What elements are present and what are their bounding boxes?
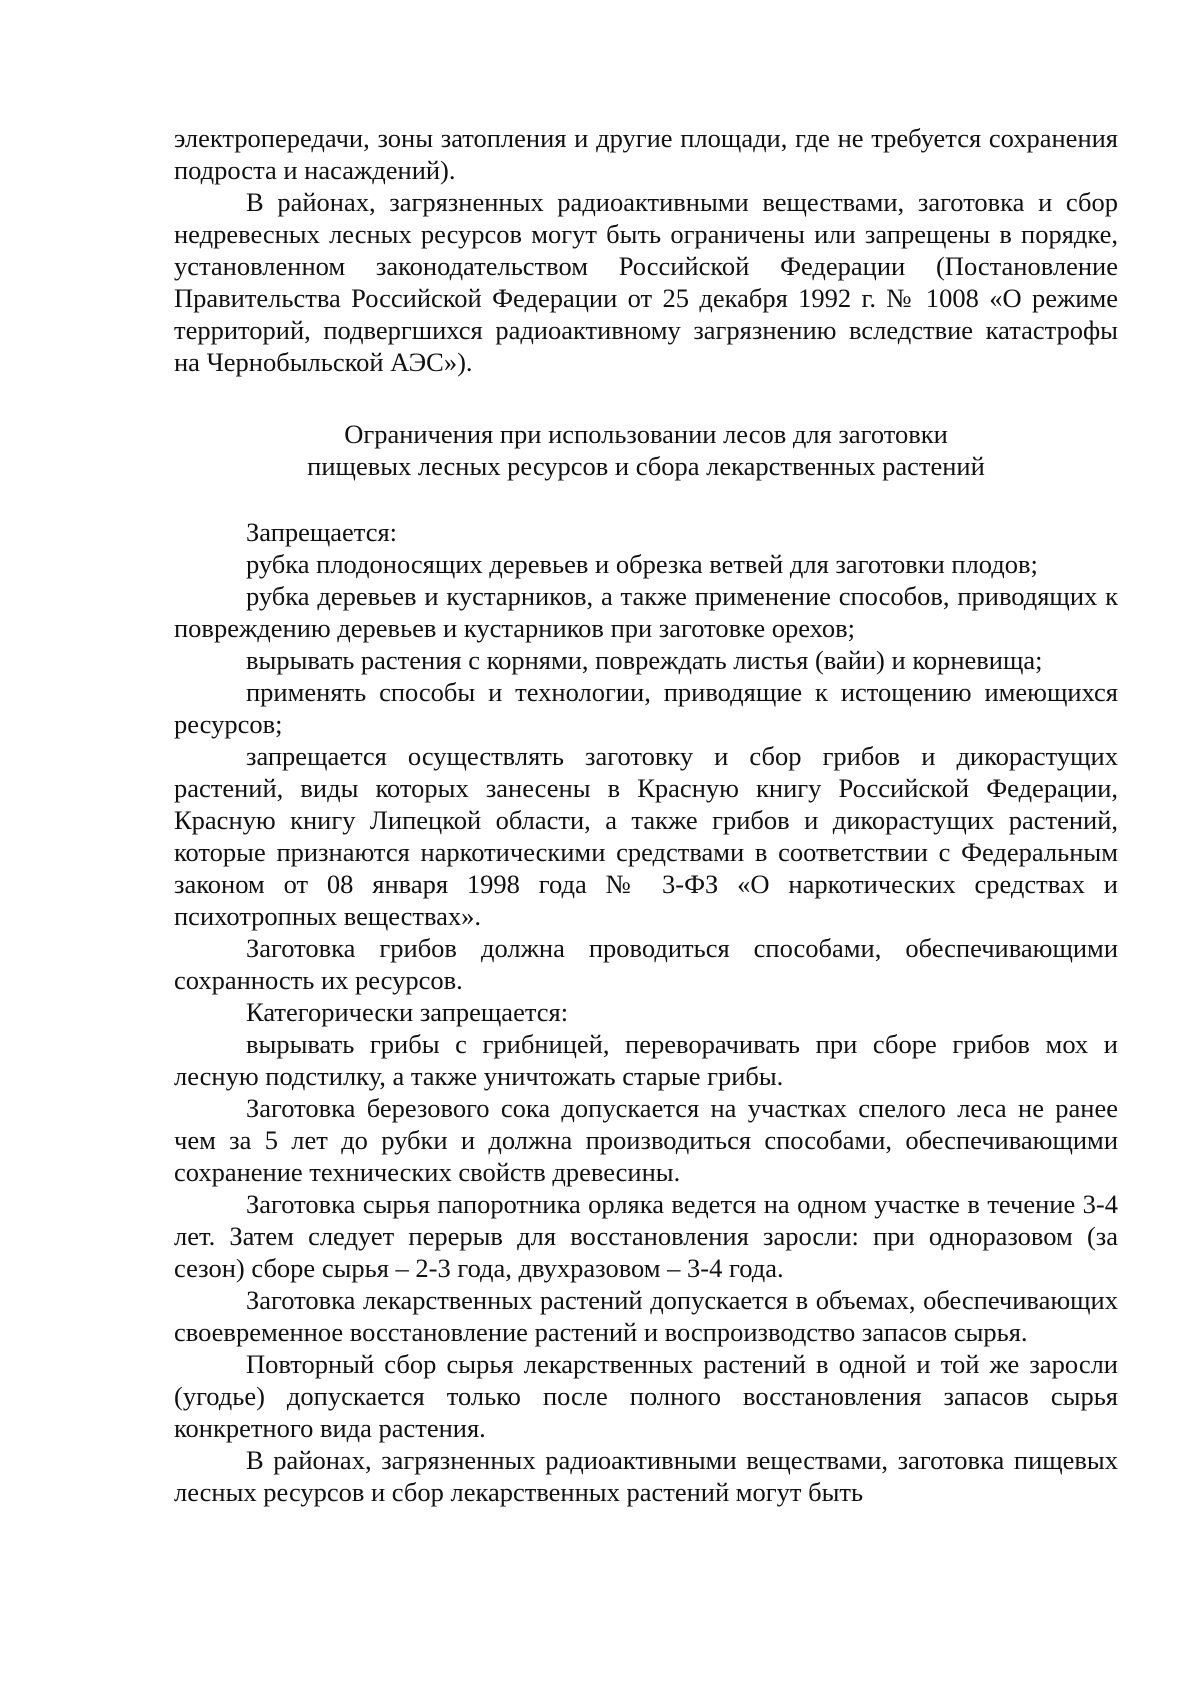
paragraph-radioactive-nontimber: В районах, загрязненных радиоактивными веществами, заготовка и сбор недревесных лесных ресурсов могут быть ограничены или запрещены в порядке, установленном законодательством Российской Федерации (Постановление Правительства Российской Федерации от 25 декабря 1992 г. № 1008 «О режиме территорий, подвергшихся радиоактивному загрязнению вследствие катастрофы на Чернобыльской АЭС»). xyxy=(174,187,1118,377)
paragraph-red-book: запрещается осуществлять заготовку и сбор грибов и дикорастущих растений, виды которых занесены в Красную книгу Российской Федерации, Красную книгу Липецкой области, а также грибов и дикорастущих растений, которые признаются наркотическими средствами в соответствии с Федеральным законом от 08 января 1998 года № 3-ФЗ «О наркотических средствах и психотропных веществах». xyxy=(174,741,1118,931)
section-heading-line-2: пищевых лесных ресурсов и сбора лекарственных растений xyxy=(307,451,985,481)
paragraph-prohibited-label: Запрещается: xyxy=(246,517,398,547)
paragraph-mushroom-harvest: Заготовка грибов должна проводиться способами, обеспечивающими сохранность их ресурсов. xyxy=(174,933,1118,995)
paragraph-radioactive-food: В районах, загрязненных радиоактивными веществами, заготовка пищевых лесных ресурсов и сбор лекарственных растений могут быть xyxy=(174,1445,1118,1507)
section-heading xyxy=(174,418,1118,482)
paragraph-bracken: Заготовка сырья папоротника орляка ведется на одном участке в течение 3-4 лет. Затем следует перерыв для восстановления заросли: при одноразовом (за сезон) сборе сырья – 2-3 года, двухразовом – 3-4 года. xyxy=(174,1189,1118,1283)
paragraph-depleting-methods: применять способы и технологии, приводящие к истощению имеющихся ресурсов; xyxy=(174,677,1118,739)
paragraph-mycelium: вырывать грибы с грибницей, переворачивать при сборе грибов мох и лесную подстилку, а также уничтожать старые грибы. xyxy=(174,1029,1118,1091)
top-text-block xyxy=(174,122,1118,378)
paragraph-medicinal-volumes: Заготовка лекарственных растений допускается в объемах, обеспечивающих своевременное восстановление растений и воспроизводство запасов сырья. xyxy=(174,1285,1118,1347)
main-text-block xyxy=(174,516,1118,1508)
paragraph-fruit-trees: рубка плодоносящих деревьев и обрезка ветвей для заготовки плодов; xyxy=(246,549,1038,579)
section-heading-line-1: Ограничения при использовании лесов для заготовки xyxy=(344,419,948,449)
paragraph-repeat-collection: Повторный сбор сырья лекарственных растений в одной и той же заросли (угодье) допускается только после полного восстановления запасов сырья конкретного вида растения. xyxy=(174,1349,1118,1443)
paragraph-birch-sap: Заготовка березового сока допускается на участках спелого леса не ранее чем за 5 лет до рубки и должна производиться способами, обеспечивающими сохранение технических свойств древесины. xyxy=(174,1093,1118,1187)
paragraph-uprooting: вырывать растения с корнями, повреждать листья (вайи) и корневища; xyxy=(246,645,1043,675)
paragraph-nut-harvest: рубка деревьев и кустарников, а также применение способов, приводящих к повреждению деревьев и кустарников при заготовке орехов; xyxy=(174,581,1118,643)
paragraph-continuation: электропередачи, зоны затопления и другие площади, где не требуется сохранения подроста и насаждений). xyxy=(174,123,1118,185)
paragraph-strictly-prohibited-label: Категорически запрещается: xyxy=(246,997,569,1027)
